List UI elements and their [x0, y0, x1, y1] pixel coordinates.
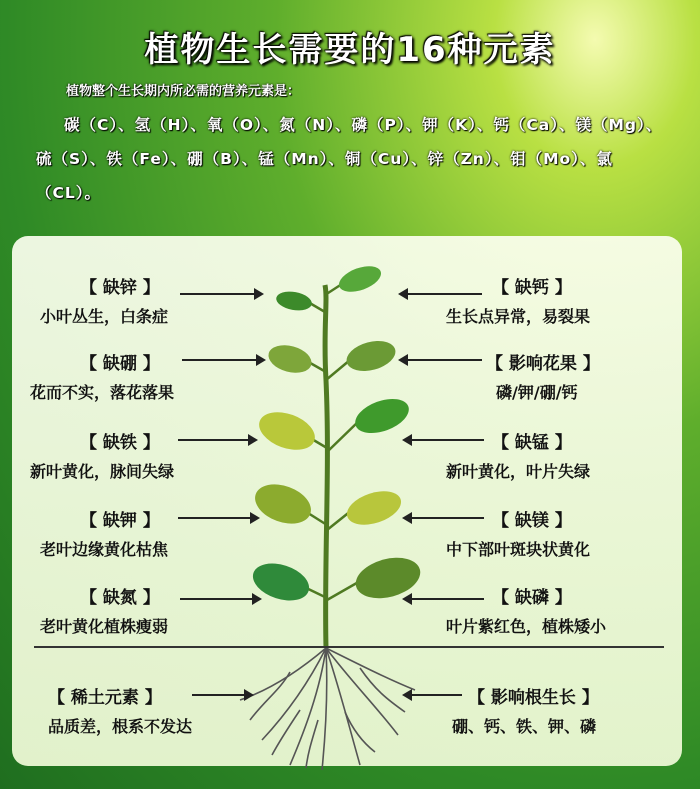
elements-list: 碳（C）、氢（H）、氧（O）、氮（N）、磷（P）、钾（K）、钙（Ca）、镁（Mg）、硫（S）、铁（Fe）、硼（B）、锰（Mn）、铜（Cu）、锌（Zn）、钼（Mo）、氯（CL）。	[36, 116, 663, 202]
arrow-right	[192, 694, 252, 696]
left-head-iron: 【 缺铁 】	[80, 433, 160, 453]
leaf	[343, 485, 406, 531]
left-desc-potassium: 老叶边缘黄化枯焦	[40, 540, 169, 559]
right-head-calcium: 【 缺钙 】	[492, 278, 572, 298]
right-head-flower-fruit: 【 影响花果 】	[486, 354, 600, 374]
left-head-nitrogen: 【 缺氮 】	[80, 588, 160, 608]
leaf	[275, 289, 314, 313]
divider-line	[34, 646, 664, 648]
arrow-left	[404, 439, 484, 441]
root-left-head: 【 稀土元素 】	[48, 688, 162, 708]
right-head-phosphorus: 【 缺磷 】	[492, 588, 572, 608]
left-head-zinc: 【 缺锌 】	[80, 278, 160, 298]
stem	[325, 285, 327, 648]
arrow-left	[400, 359, 482, 361]
leaf	[254, 405, 320, 457]
right-head-magnesium: 【 缺镁 】	[492, 511, 572, 531]
leaf	[265, 341, 314, 378]
roots	[240, 648, 415, 770]
left-desc-iron: 新叶黄化，脉间失绿	[30, 462, 175, 481]
arrow-right	[182, 359, 264, 361]
right-desc-magnesium: 中下部叶斑块状黄化	[446, 540, 591, 559]
right-desc-manganese: 新叶黄化，叶片失绿	[446, 462, 591, 481]
page-title: 植物生长需要的16种元素	[144, 30, 556, 70]
right-desc-calcium: 生长点异常，易裂果	[446, 307, 591, 326]
root-left-desc: 品质差，根系不发达	[48, 717, 193, 736]
subtitle: 植物整个生长期内所必需的营养元素是：	[66, 84, 301, 99]
arrow-right	[180, 598, 260, 600]
left-head-boron: 【 缺硼 】	[80, 354, 160, 374]
arrow-right	[178, 517, 258, 519]
arrow-left	[404, 694, 462, 696]
right-head-manganese: 【 缺锰 】	[492, 433, 572, 453]
left-desc-boron: 花而不实，落花落果	[30, 383, 175, 402]
arrow-left	[404, 517, 484, 519]
right-desc-flower-fruit: 磷/钾/硼/钙	[496, 383, 578, 402]
leaf	[351, 392, 414, 439]
left-desc-zinc: 小叶丛生，白条症	[40, 307, 169, 326]
arrow-right	[180, 293, 262, 295]
arrow-right	[178, 439, 256, 441]
root-right-head: 【 影响根生长 】	[468, 688, 599, 708]
right-desc-phosphorus: 叶片紫红色，植株矮小	[446, 617, 607, 636]
leaf	[343, 336, 399, 376]
arrow-left	[404, 598, 484, 600]
left-desc-nitrogen: 老叶黄化植株瘦弱	[40, 617, 169, 636]
arrow-left	[400, 293, 482, 295]
left-head-potassium: 【 缺钾 】	[80, 511, 160, 531]
leaf	[336, 261, 385, 297]
leaf	[351, 551, 425, 605]
root-right-desc: 硼、钙、铁、钾、磷	[452, 717, 597, 736]
